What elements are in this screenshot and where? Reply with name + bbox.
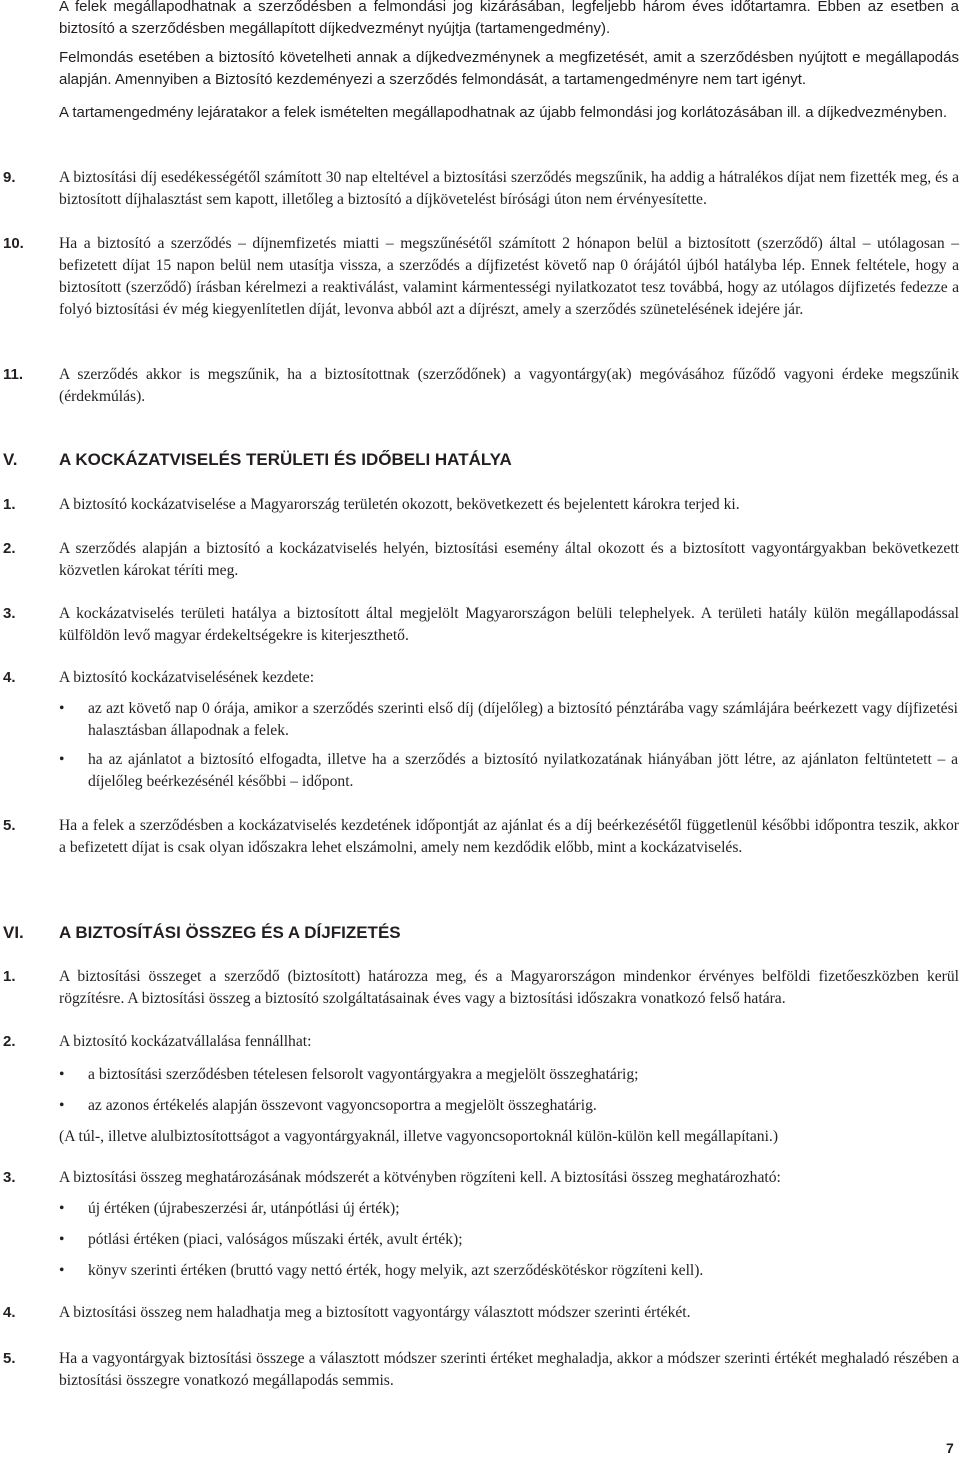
item-text: A biztosító kockázatviselése a Magyarország területén okozott, bekövetkezett és bejelentett károkra terjed ki. <box>59 496 740 513</box>
bullet-text: új értéken (újrabeszerzési ár, utánpótlási új érték); <box>88 1200 400 1217</box>
list-item-10 <box>0 233 960 321</box>
note-paragraph <box>0 1126 960 1148</box>
item-text: A biztosítási összeg nem haladhatja meg a biztosított vagyontárgy választott módszer szerinti értékét. <box>59 1304 691 1321</box>
item-text: A kockázatviselés területi hatálya a biztosított által megjelölt Magyarországon belüli telephelyek. A területi hatály külön megállapodással külföldön levő magyar érdekeltségekre is kiterjeszthető. <box>59 605 959 644</box>
list-item-v1 <box>0 494 960 516</box>
list-item-v4 <box>0 667 960 689</box>
bullet-icon: • <box>59 751 65 768</box>
intro-paragraph-1: A felek megállapodhatnak a szerződésben a felmondási jog kizárásában, legfeljebb három éves időtartamra. Ebben az esetben a biztosító a szerződésben megállapított díjkedvezményt nyújtja (tartamengedmény). <box>59 0 959 37</box>
item-number: 5. <box>3 817 16 834</box>
bullet-icon: • <box>59 1097 65 1114</box>
item-number: 2. <box>3 1033 16 1050</box>
item-text: A szerződés alapján a biztosító a kockázatviselés helyén, biztosítási esemény által okozott és a biztosított vagyontárgyakban bekövetkezett közvetlen károkat téríti meg. <box>59 540 959 579</box>
item-text: A biztosító kockázatviselésének kezdete: <box>59 669 315 686</box>
item-number: 1. <box>3 968 16 985</box>
bullet-item <box>0 1064 960 1086</box>
section-heading-vi <box>0 923 960 947</box>
item-number: 1. <box>3 496 16 513</box>
bullet-text: pótlási értéken (piaci, valóságos műszaki érték, avult érték); <box>88 1231 463 1248</box>
bullet-item <box>0 1229 960 1251</box>
bullet-text: a biztosítási szerződésben tételesen felsorolt vagyontárgyakra a megjelölt összeghatárig; <box>88 1066 639 1083</box>
section-title: A KOCKÁZATVISELÉS TERÜLETI ÉS IDŐBELI HATÁLYA <box>59 450 512 469</box>
list-item-vi5 <box>0 1348 960 1392</box>
item-number: 4. <box>3 669 16 686</box>
item-text: Ha a biztosító a szerződés – díjnemfizetés miatti – megszűnésétől számított 2 hónapon belül a biztosított (szerződő) által – utólagosan – befizetett díjat 15 napon belül nem utasítja vissza, a szerződés a díjfizetést követő nap 0 órájától újból hatályba lép. Ennek feltétele, hogy a biztosított (szerződő) írásban kérelmezi a reaktiválást, valamint kármentességi nyilatkozatot tesz továbbá, hogy az utólagos díjfizetés fedezze a folyó biztosítási év még kiegyenlítetlen díját, levonva abból azt a díjrészt, amely a szerződés szünetelésének idejére jár. <box>59 235 959 318</box>
list-item-v3 <box>0 603 960 647</box>
item-number: 9. <box>3 169 16 186</box>
bullet-item <box>0 1095 960 1117</box>
item-number: 10. <box>3 235 24 252</box>
list-item-vi4 <box>0 1302 960 1324</box>
bullet-icon: • <box>59 1262 65 1279</box>
item-text: A biztosítási összeg meghatározásának módszerét a kötvényben rögzíteni kell. A biztosítási összeg meghatározható: <box>59 1169 781 1186</box>
item-number: 5. <box>3 1350 16 1367</box>
item-number: 11. <box>3 366 24 383</box>
list-item-vi1 <box>0 966 960 1010</box>
item-text: A szerződés akkor is megszűnik, ha a biztosítottnak (szerződőnek) a vagyontárgy(ak) megóvásához fűződő vagyoni érdeke megszűnik (érdekmúlás). <box>59 366 959 405</box>
section-number: V. <box>3 450 18 469</box>
bullet-icon: • <box>59 700 65 717</box>
bullet-item <box>0 1198 960 1220</box>
bullet-text: az azonos értékelés alapján összevont vagyoncsoportra a megjelölt összeghatárig. <box>88 1097 597 1114</box>
bullet-item <box>0 1260 960 1282</box>
intro-paragraph-3: A tartamengedmény lejáratakor a felek ismételten megállapodhatnak az újabb felmondási jog korlátozásában ill. a díjkedvezményben. <box>59 104 948 121</box>
bullet-item <box>0 698 960 742</box>
list-item-v2 <box>0 538 960 582</box>
bullet-icon: • <box>59 1231 65 1248</box>
list-item-vi2 <box>0 1031 960 1053</box>
item-text: Ha a vagyontárgyak biztosítási összege a választott módszer szerinti értéket meghaladja, akkor a módszer szerinti értékét meghaladó részében a biztosítási összegre vonatkozó megállapodás semmis. <box>59 1350 959 1389</box>
note-text: (A túl-, illetve alulbiztosítottságot a vagyontárgyaknál, illetve vagyoncsoportoknál külön-külön kell megállapítani.) <box>59 1128 779 1145</box>
bullet-icon: • <box>59 1200 65 1217</box>
item-number: 4. <box>3 1304 16 1321</box>
section-heading-v <box>0 450 960 474</box>
list-item-v5 <box>0 815 960 859</box>
bullet-item <box>0 749 960 793</box>
item-number: 3. <box>3 605 16 622</box>
bullet-text: ha az ajánlatot a biztosító elfogadta, illetve ha a szerződés a biztosító nyilatkozatának hiányában jött létre, az ajánlaton feltüntetett – a díjelőleg beérkezésénél későbbi – időpont. <box>88 751 958 790</box>
bullet-text: könyv szerinti értéken (bruttó vagy nettó érték, hogy melyik, azt szerződéskötéskor rögzíteni kell). <box>88 1262 704 1279</box>
page-number: 7 <box>946 1440 954 1456</box>
item-text: A biztosító kockázatvállalása fennállhat: <box>59 1033 312 1050</box>
list-item-9 <box>0 167 960 211</box>
item-text: A biztosítási összeget a szerződő (biztosított) határozza meg, és a Magyarországon mindenkor érvényes belföldi fizetőeszközben kerül rögzítésre. A biztosítási összeg a biztosító szolgáltatásainak éves vagy a biztosítási időszakra vonatkozó felső határa. <box>59 968 959 1007</box>
item-text: Ha a felek a szerződésben a kockázatviselés kezdetének időpontját az ajánlat és a díj beérkezésétől függetlenül későbbi időpontra teszik, akkor a befizetett díjat is csak olyan időszakra lehet elszámolni, amely nem kezdődik előbb, mint a kockázatviselés. <box>59 817 959 856</box>
item-number: 3. <box>3 1169 16 1186</box>
intro-paragraph-2: Felmondás esetében a biztosító követelheti annak a díjkedvezménynek a megfizetését, amit a szerződésben nyújtott e megállapodás alapján. Amennyiben a Biztosító kezdeményezi a szerződés felmondását, a tartamengedményre nem tart igényt. <box>59 49 959 88</box>
list-item-11 <box>0 364 960 408</box>
bullet-text: az azt követő nap 0 órája, amikor a szerződés szerinti első díj (díjelőleg) a biztosító pénztárába vagy számlájára beérkezett vagy díjfizetési halasztásban állapodnak a felek. <box>88 700 958 739</box>
item-number: 2. <box>3 540 16 557</box>
section-title: A BIZTOSÍTÁSI ÖSSZEG ÉS A DÍJFIZETÉS <box>59 923 401 942</box>
list-item-vi3 <box>0 1167 960 1189</box>
bullet-icon: • <box>59 1066 65 1083</box>
section-number: VI. <box>3 923 24 942</box>
item-text: A biztosítási díj esedékességétől számított 30 nap elteltével a biztosítási szerződés megszűnik, ha addig a hátralékos díjat nem fizették meg, és a biztosított díjhalasztást sem kapott, illetőleg a biztosító a díjkövetelést bírósági úton nem érvényesítette. <box>59 169 959 208</box>
